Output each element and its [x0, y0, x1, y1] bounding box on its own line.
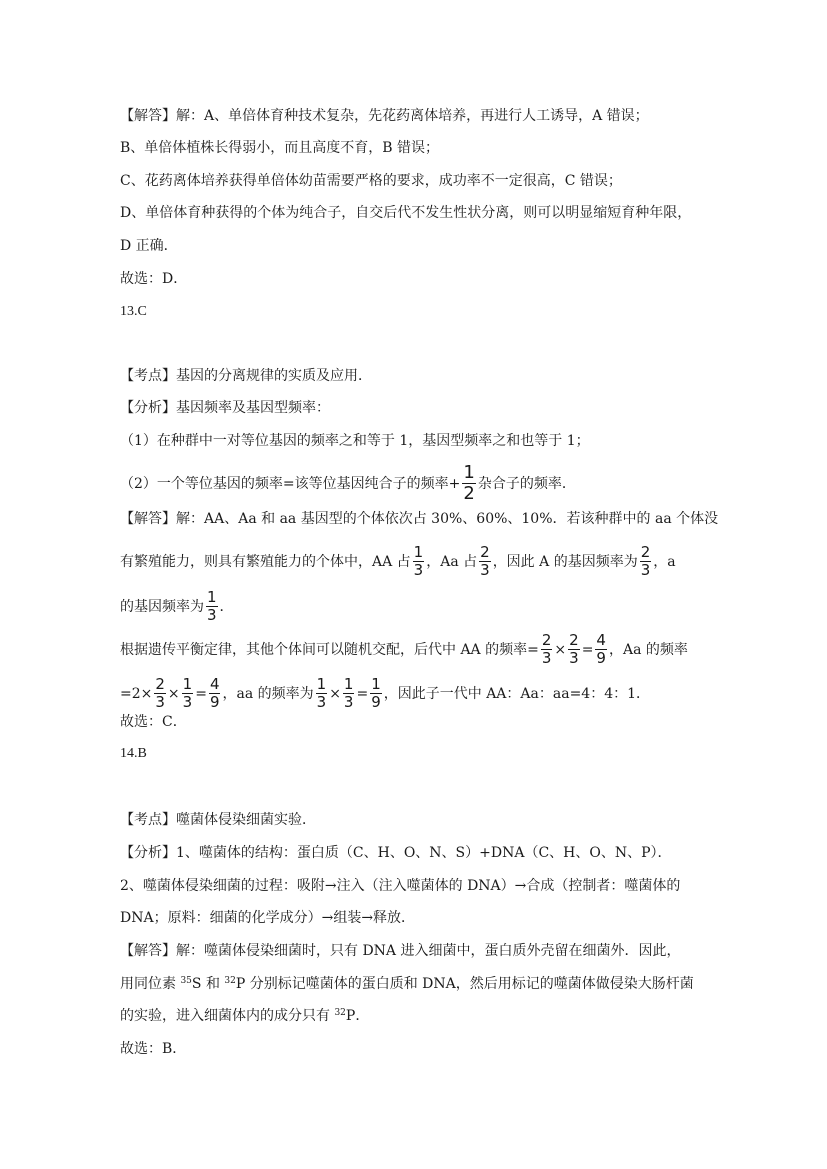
fraction-four-ninths [595, 633, 607, 666]
text: （1）在种群中一对等位基因的频率之和等于 1，基因型频率之和也等于 1； [120, 433, 590, 449]
fraction-one-third [343, 677, 355, 710]
numerator: 1 [463, 462, 475, 483]
text: 有繁殖能力，则具有繁殖能力的个体中，AA 占 [120, 553, 411, 570]
q13-fenxi [120, 398, 727, 418]
denominator: 3 [569, 649, 579, 667]
numerator: 2 [541, 631, 552, 649]
q13-answer-3 [120, 590, 727, 623]
denominator: 3 [343, 693, 354, 711]
text: ，a [653, 553, 676, 570]
denominator: 9 [209, 693, 220, 711]
fraction-one-half [462, 464, 475, 503]
text: ． [219, 598, 234, 615]
text: 的实验，进入细菌体内的成分只有 [120, 1008, 335, 1024]
text: ，aa 的频率为 [222, 685, 314, 702]
text: 用同位素 [120, 976, 181, 992]
q12-choice [120, 269, 727, 289]
denominator: 9 [596, 649, 606, 667]
fraction-one-third [206, 590, 218, 623]
numerator: 2 [569, 631, 579, 649]
superscript-32: 32 [334, 1008, 346, 1018]
numerator: 1 [413, 543, 424, 561]
q12-option-c [120, 171, 727, 191]
q13-point-1 [120, 431, 727, 451]
numerator: 1 [182, 675, 193, 693]
denominator: 3 [155, 693, 165, 711]
text: （2）一个等位基因的频率=该等位基因纯合子的频率+ [120, 475, 461, 492]
equals-sign: = [581, 641, 594, 658]
text: 【解答】解：A、单倍体育种技术复杂，先花药离体培养，再进行人工诱导，A 错误； [120, 108, 649, 124]
text: ，Aa 的频率 [608, 641, 688, 658]
text: 【分析】基因频率及基因型频率： [120, 400, 330, 416]
denominator: 3 [541, 649, 552, 667]
denominator: 2 [463, 483, 475, 504]
equals-sign: = [195, 685, 207, 702]
q13-answer-4 [120, 633, 727, 666]
q14-answer-3 [120, 1006, 727, 1026]
numerator: 4 [209, 675, 220, 693]
q13-choice [120, 712, 727, 732]
fraction-one-ninth [370, 677, 382, 710]
superscript-35: 35 [180, 976, 192, 986]
text: 根据遗传平衡定律，其他个体间可以随机交配，后代中 AA 的频率= [120, 641, 539, 658]
text: 的基因频率为 [120, 598, 204, 615]
numerator: 2 [480, 543, 490, 561]
fraction-two-thirds [568, 633, 580, 666]
fraction-one-third [182, 677, 194, 710]
numerator: 1 [207, 588, 217, 606]
text: B、单倍体植株长得弱小，而且高度不育，B 错误； [120, 140, 440, 156]
superscript-32: 32 [224, 976, 236, 986]
q13-answer-2 [120, 545, 727, 578]
text: 【考点】基因的分离规律的实质及应用． [120, 368, 372, 384]
q12-option-b [120, 138, 727, 158]
text: ，因此子一代中 AA：Aa：aa=4：4：1． [383, 685, 651, 702]
fraction-two-thirds [640, 545, 652, 578]
denominator: 3 [640, 561, 651, 579]
q13-kaodian [120, 366, 727, 386]
q12-answer-line [120, 106, 727, 126]
text: ，因此 A 的基因频率为 [492, 553, 638, 570]
numerator: 1 [371, 675, 381, 693]
numerator: 1 [316, 675, 327, 693]
q13-number [120, 302, 727, 322]
text: D、单倍体育种获得的个体为纯合子，自交后代不发生性状分离，则可以明显缩短育种年限， [120, 205, 692, 221]
numerator: 4 [596, 631, 606, 649]
denominator: 9 [371, 693, 381, 711]
text: 故选：B． [120, 1041, 187, 1057]
times-sign: × [329, 685, 341, 702]
text: DNA；原料：细菌的化学成分）→组装→释放． [120, 910, 416, 926]
times-sign: × [554, 641, 567, 658]
numerator: 2 [155, 675, 165, 693]
text: D 正确． [120, 238, 178, 254]
text: P． [345, 1008, 370, 1024]
text: 【解答】解：噬菌体侵染细菌时，只有 DNA 进入细菌中，蛋白质外壳留在细菌外．因此， [120, 943, 681, 959]
q13-point-2 [120, 464, 727, 503]
text: 【解答】解：AA、Aa 和 aa 基因型的个体依次占 30%、60%、10%．若该种群中的 aa 个体没 [120, 511, 719, 527]
text: =2× [120, 685, 153, 702]
q14-number [120, 744, 727, 764]
denominator: 3 [182, 693, 193, 711]
text: 故选：D． [120, 271, 188, 287]
fraction-one-third [413, 545, 425, 578]
fraction-one-third [316, 677, 328, 710]
q14-answer-2 [120, 974, 727, 994]
q14-kaodian [120, 810, 727, 830]
denominator: 3 [413, 561, 424, 579]
numerator: 1 [343, 675, 354, 693]
text: 【分析】1、噬菌体的结构：蛋白质（C、H、O、N、S）+DNA（C、H、O、N、P）． [120, 845, 672, 861]
denominator: 3 [207, 606, 217, 624]
text: 故选：C． [120, 714, 187, 730]
equals-sign: = [356, 685, 369, 702]
text: ，Aa 占 [426, 553, 478, 570]
text: 13.C [120, 304, 147, 319]
q12-option-d-cont [120, 236, 727, 256]
times-sign: × [167, 685, 180, 702]
text: P 分别标记噬菌体的蛋白质和 DNA，然后用标记的噬菌体做侵染大肠杆菌 [235, 976, 694, 992]
q12-option-d [120, 203, 727, 223]
q14-fenxi-3 [120, 908, 727, 928]
text: 【考点】噬菌体侵染细菌实验． [120, 812, 316, 828]
text: 14.B [120, 746, 147, 761]
fraction-two-thirds [479, 545, 491, 578]
fraction-two-thirds [541, 633, 553, 666]
q14-fenxi-2 [120, 876, 727, 896]
denominator: 3 [480, 561, 490, 579]
text: S 和 [191, 976, 225, 992]
q14-answer-1 [120, 941, 727, 961]
fraction-four-ninths [209, 677, 221, 710]
text: 2、噬菌体侵染细菌的过程：吸附→注入（注入噬菌体的 DNA）→合成（控制者：噬菌体的 [120, 878, 681, 894]
fraction-two-thirds [154, 677, 166, 710]
q13-answer-5 [120, 677, 727, 710]
text: C、花药离体培养获得单倍体幼苗需要严格的要求，成功率不一定很高，C 错误； [120, 173, 622, 189]
q14-fenxi-1 [120, 843, 727, 863]
denominator: 3 [316, 693, 327, 711]
text: 杂合子的频率． [477, 475, 576, 492]
q14-choice [120, 1039, 727, 1059]
q13-answer-1 [120, 509, 727, 529]
numerator: 2 [640, 543, 651, 561]
